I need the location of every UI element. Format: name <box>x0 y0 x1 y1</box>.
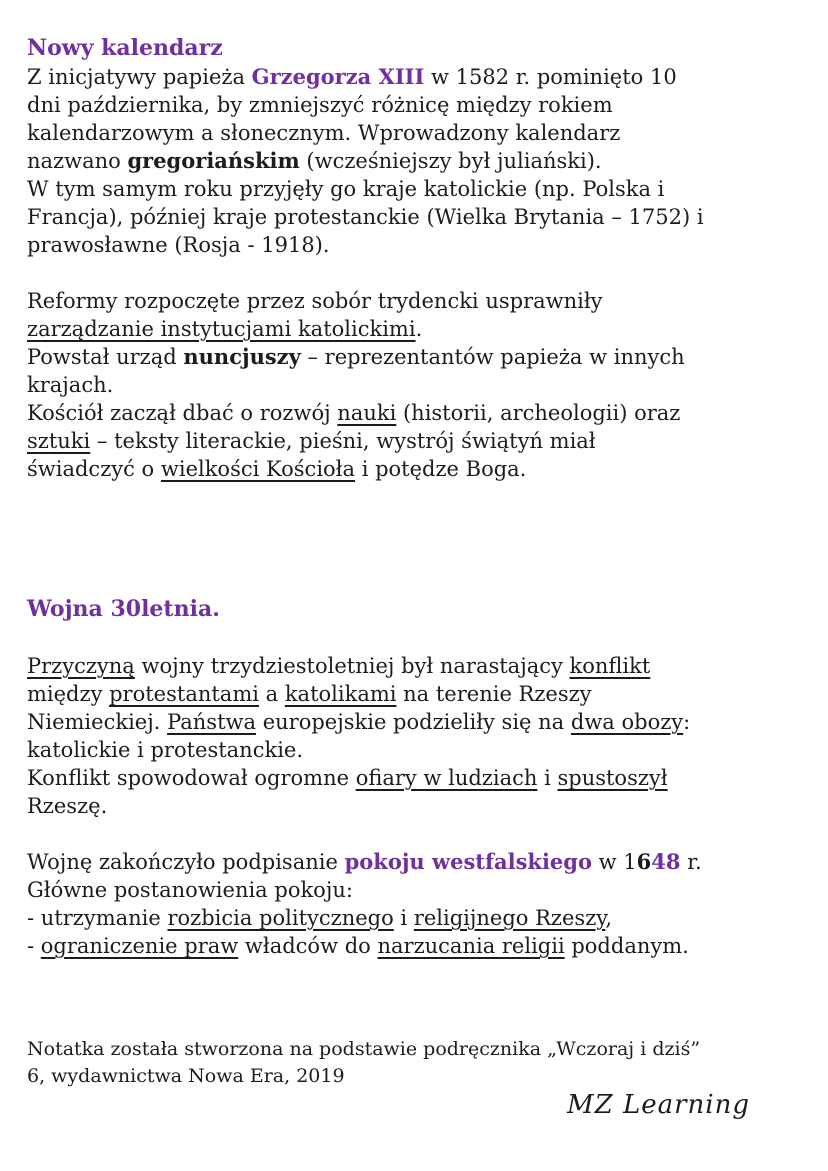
text-run: poddanym. <box>564 934 689 958</box>
text-run: w 1582 r. pominięto 10 <box>424 65 677 89</box>
text-line <box>27 63 802 91</box>
text-run: Główne postanowienia pokoju: <box>27 878 353 902</box>
text-line <box>27 231 802 259</box>
text-line <box>27 1063 802 1090</box>
text-run: Kościół zaczął dbać o rozwój <box>27 401 338 425</box>
text-run: gregoriańskim <box>127 148 300 173</box>
text-line <box>27 175 802 203</box>
text-run: między <box>27 682 110 706</box>
text-line <box>27 904 802 932</box>
text-run: religijnego Rzeszy <box>413 906 606 930</box>
text-run: nauki <box>337 401 397 425</box>
text-run: Francja), później kraje protestanckie (Wielka Brytania – 1752) i <box>27 205 704 229</box>
text-run: , <box>605 906 613 930</box>
text-run: rozbicia politycznego <box>167 906 394 930</box>
text-run: ograniczenie praw <box>40 934 239 958</box>
text-run: katolikami <box>284 682 397 706</box>
text-run: MZ Learning <box>567 1090 750 1120</box>
text-run: zarządzanie instytucjami katolickimi <box>27 317 416 341</box>
source-note <box>27 1036 802 1090</box>
text-run: w 1 <box>591 850 637 874</box>
text-run: prawosławne (Rosja - 1918). <box>27 233 330 257</box>
text-line <box>27 792 802 820</box>
text-run: Grzegorza XIII <box>251 64 425 89</box>
text-run: Powstał urząd <box>27 345 184 369</box>
text-run: 6, wydawnictwa Nowa Era, 2019 <box>27 1065 345 1087</box>
text-run: – reprezentantów papieża w innych <box>300 345 685 369</box>
text-run: narzucania religii <box>377 934 565 958</box>
text-line <box>27 680 802 708</box>
text-run: 6 <box>636 849 652 874</box>
text-line <box>27 876 802 904</box>
text-run: 48 <box>651 849 681 874</box>
text-run: a <box>258 682 285 706</box>
text-run: krajach. <box>27 373 114 397</box>
text-line <box>27 147 802 175</box>
text-line <box>27 399 802 427</box>
text-line <box>27 1088 750 1122</box>
spacer-5 <box>27 960 802 1036</box>
text-line <box>27 932 802 960</box>
text-run: Niemieckiej. <box>27 710 168 734</box>
spacer-3 <box>27 624 802 652</box>
text-run: katolickie i protestanckie. <box>27 738 304 762</box>
text-line <box>27 371 802 399</box>
text-run: i <box>393 906 414 930</box>
text-line <box>27 736 802 764</box>
text-line <box>27 595 802 624</box>
text-line <box>27 343 802 371</box>
text-run: Wojna 30letnia. <box>27 596 220 622</box>
text-run: spustoszył <box>557 766 668 790</box>
text-run: ofiary w ludziach <box>355 766 538 790</box>
spacer-1 <box>27 259 802 287</box>
text-run: dwa obozy <box>570 710 684 734</box>
text-run: . <box>415 317 423 341</box>
text-run: Przyczyną <box>27 654 135 678</box>
spacer-2 <box>27 483 802 595</box>
para-peace-westphalia <box>27 848 802 960</box>
text-line <box>27 455 802 483</box>
text-run: (wcześniejszy był juliański). <box>299 149 602 173</box>
text-line <box>27 91 802 119</box>
text-run: Reformy rozpoczęte przez sobór trydencki usprawniły <box>27 289 603 313</box>
text-run: Rzeszę. <box>27 794 108 818</box>
text-line <box>27 708 802 736</box>
text-run: r. <box>680 850 702 874</box>
para-war-causes <box>27 652 802 820</box>
text-line <box>27 427 802 455</box>
text-run: Nowy kalendarz <box>27 35 223 61</box>
text-line <box>27 119 802 147</box>
text-run: - utrzymanie <box>27 906 168 930</box>
text-run: na terenie Rzeszy <box>396 682 592 706</box>
heading-nowy-kalendarz <box>27 34 802 63</box>
text-run: (historii, archeologii) oraz <box>396 401 681 425</box>
text-run: europejskie podzieliły się na <box>256 710 571 734</box>
text-run: - <box>27 934 41 958</box>
text-run: sztuki <box>27 429 91 453</box>
text-line <box>27 652 802 680</box>
text-run: nazwano <box>27 149 128 173</box>
text-run: nuncjuszy <box>183 344 301 369</box>
text-run: Konflikt spowodował ogromne <box>27 766 356 790</box>
text-run: Wojnę zakończyło podpisanie <box>27 850 345 874</box>
spacer-4 <box>27 820 802 848</box>
text-run: kalendarzowym a słonecznym. Wprowadzony kalendarz <box>27 121 621 145</box>
text-line <box>27 315 802 343</box>
text-run: – teksty literackie, pieśni, wystrój świątyń miał <box>90 429 596 453</box>
text-run: Z inicjatywy papieża <box>27 65 252 89</box>
text-run: wielkości Kościoła <box>160 457 356 481</box>
text-line <box>27 848 802 876</box>
text-line <box>27 1036 802 1063</box>
text-run: Notatka została stworzona na podstawie podręcznika „Wczoraj i dziś” <box>27 1038 701 1060</box>
para-calendar-reform <box>27 63 802 259</box>
text-run: dni października, by zmniejszyć różnicę między rokiem <box>27 93 613 117</box>
text-run: wojny trzydziestoletniej był narastający <box>134 654 570 678</box>
text-line <box>27 34 802 63</box>
text-run: i potędze Boga. <box>355 457 527 481</box>
text-line <box>27 287 802 315</box>
heading-wojna-30letnia <box>27 595 802 624</box>
text-run: i <box>537 766 558 790</box>
text-run: : <box>683 710 691 734</box>
text-run: władców do <box>238 934 378 958</box>
text-line <box>27 203 802 231</box>
text-run: Państwa <box>167 710 257 734</box>
document-body <box>27 34 802 1122</box>
text-run: pokoju westfalskiego <box>344 849 592 874</box>
signature-mz-learning <box>27 1088 802 1122</box>
text-run: W tym samym roku przyjęły go kraje katolickie (np. Polska i <box>27 177 665 201</box>
text-run: świadczyć o <box>27 457 161 481</box>
text-run: protestantami <box>109 682 259 706</box>
text-line <box>27 764 802 792</box>
text-run: konflikt <box>569 654 651 678</box>
para-trident-reforms <box>27 287 802 483</box>
